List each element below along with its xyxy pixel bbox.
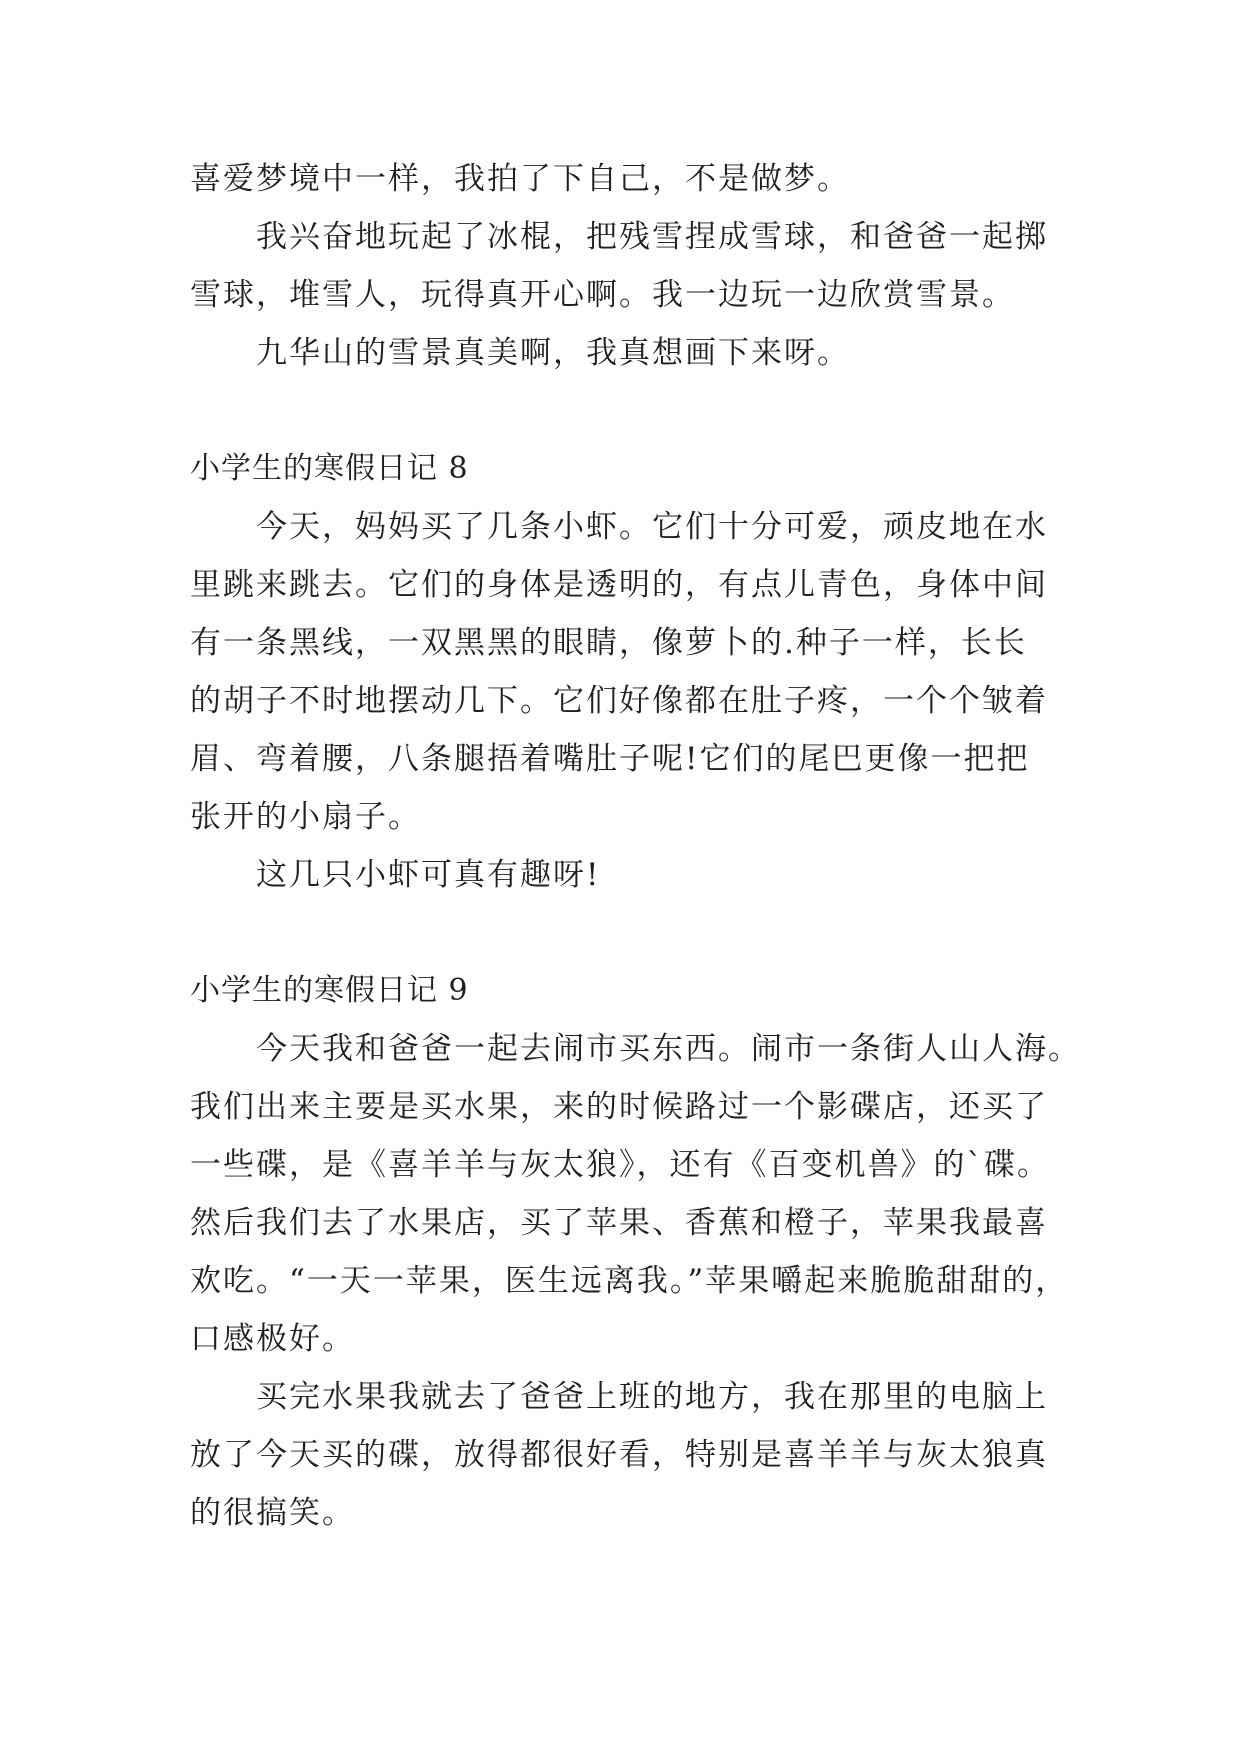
- intro-paragraph-2: [190, 208, 1070, 324]
- section-9-paragraph-1: [190, 1020, 1081, 1368]
- text-line: 然后我们去了水果店，买了苹果、香蕉和橙子，苹果我最喜: [190, 1205, 1048, 1241]
- text-line: 今天我和爸爸一起去闹市买东西。闹市一条街人山人海。: [256, 1031, 1081, 1067]
- section-8-paragraph-2: [190, 846, 1070, 904]
- section-spacer: [190, 382, 1070, 440]
- text-line: 这几只小虾可真有趣呀!: [256, 857, 601, 893]
- text-line: 眉、弯着腰，八条腿捂着嘴肚子呢!它们的尾巴更像一把把: [190, 741, 1030, 777]
- text-line: 买完水果我就去了爸爸上班的地方，我在那里的电脑上: [256, 1379, 1048, 1415]
- text-line: 今天，妈妈买了几条小虾。它们十分可爱，顽皮地在水: [256, 509, 1048, 545]
- intro-paragraph-3: [190, 324, 1070, 382]
- section-8-paragraph-1: [190, 498, 1070, 846]
- text-line: 有一条黑线，一双黑黑的眼睛，像萝卜的.种子一样，长长: [190, 625, 1027, 661]
- text-line: 里跳来跳去。它们的身体是透明的，有点儿青色，身体中间: [190, 567, 1048, 603]
- section-spacer: [190, 904, 1070, 962]
- text-line: 九华山的雪景真美啊，我真想画下来呀。: [256, 335, 850, 371]
- document-page: [190, 150, 1081, 1542]
- text-line: 放了今天买的碟，放得都很好看，特别是喜羊羊与灰太狼真: [190, 1437, 1048, 1473]
- text-line: 我们出来主要是买水果，来的时候路过一个影碟店，还买了: [190, 1089, 1048, 1125]
- text-line: 一些碟，是《喜羊羊与灰太狼》，还有《百变机兽》的`碟。: [190, 1147, 1050, 1183]
- text-line: 雪球，堆雪人，玩得真开心啊。我一边玩一边欣赏雪景。: [190, 277, 1015, 313]
- text-line: 口感极好。: [190, 1321, 355, 1357]
- section-8-title: 小学生的寒假日记 8: [190, 451, 469, 486]
- text-line: 欢吃。“一天一苹果，医生远离我。”苹果嚼起来脆脆甜甜的，: [190, 1263, 1069, 1299]
- text-line: 张开的小扇子。: [190, 799, 421, 835]
- text-line: 喜爱梦境中一样，我拍了下自己，不是做梦。: [190, 161, 850, 197]
- text-line: 的胡子不时地摆动几下。它们好像都在肚子疼，一个个皱着: [190, 683, 1048, 719]
- section-9-paragraph-2: [190, 1368, 1070, 1542]
- text-line: 我兴奋地玩起了冰棍，把残雪捏成雪球，和爸爸一起掷: [256, 219, 1048, 255]
- intro-paragraph-1: [190, 150, 1070, 208]
- section-9-title: 小学生的寒假日记 9: [190, 973, 469, 1008]
- text-line: 的很搞笑。: [190, 1495, 355, 1531]
